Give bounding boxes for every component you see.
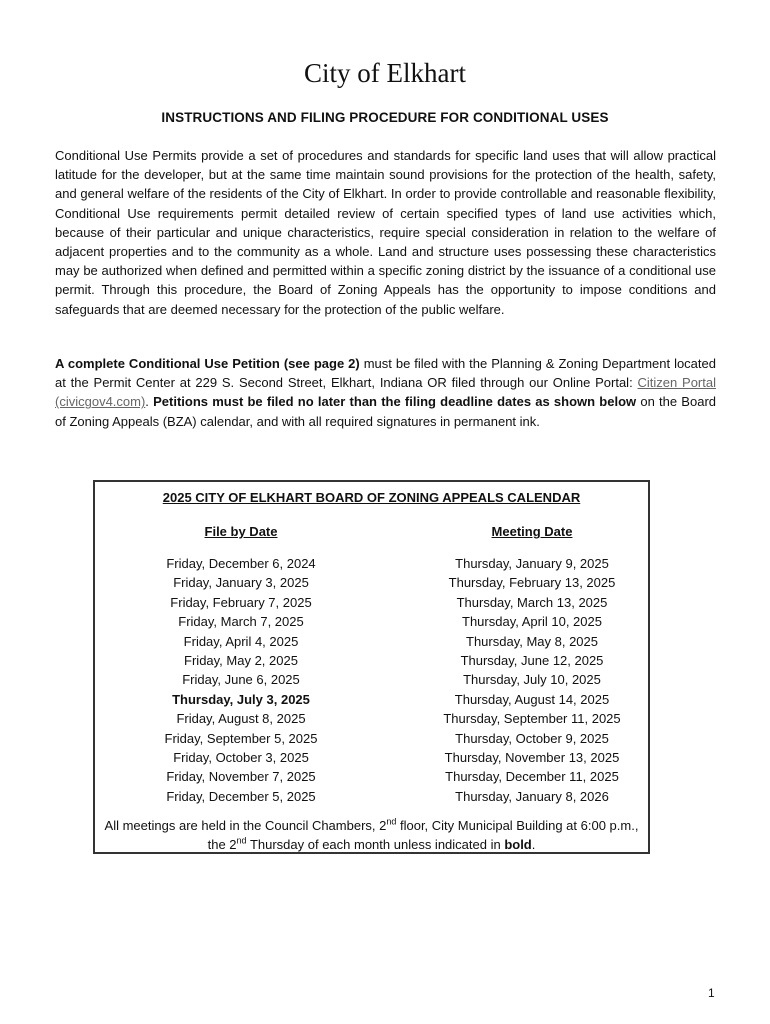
meeting-date: Thursday, February 13, 2025 — [448, 575, 616, 591]
meeting-date: Thursday, May 8, 2025 — [466, 633, 598, 649]
file-date: Friday, March 7, 2025 — [178, 614, 304, 630]
page-title: City of Elkhart — [304, 58, 466, 88]
page-number: 1 — [708, 986, 715, 1000]
note-part-5: . — [531, 837, 536, 852]
file-by-date-header: File by Date — [204, 524, 278, 539]
file-date: Friday, September 5, 2025 — [164, 730, 318, 746]
meeting-date-column — [422, 554, 642, 806]
deadline-notice: Petitions must be filed no later than the filing deadline dates as shown below — [153, 394, 637, 410]
meeting-date: Thursday, April 10, 2025 — [462, 614, 602, 630]
intro-paragraph: Conditional Use Permits provide a set of procedures and standards for specific land uses that will allow practical latitude for the developer, but at the same time maintain sound provisions for the protection of the health, safety, and general welfare of the residents of the City of Elkhart. In order to provide controllable and reasonable flexibility, Conditional Use requirements permit detailed review of certain specified types of land use activities which, because of their particular and unique characteristics, require special consideration in relation to the welfare of adjacent properties and to the community as a whole. Land and structure uses possessing these characteristics may be authorized when defined and permitted within a specific zoning district by the issuance of a conditional use permit. Through this procedure, the Board of Zoning Appeals has the opportunity to impose conditions and safeguards that are deemed necessary for the protection of the public welfare. — [55, 148, 716, 317]
meeting-date: Thursday, December 11, 2025 — [445, 769, 619, 785]
meeting-location-note — [95, 816, 648, 854]
petition-lead: A complete Conditional Use Petition (see page 2) — [55, 356, 360, 371]
meeting-date: Thursday, September 11, 2025 — [443, 711, 621, 727]
note-part-2: floor, City Municipal Building at 6:00 p.m., — [396, 818, 639, 833]
filing-text-3: on the Board of Zoning Appeals (BZA) calendar, and with all required signatures in permanent ink. — [55, 394, 716, 429]
note-part-4: Thursday of each month unless indicated in — [246, 837, 505, 852]
filing-text-2: . — [145, 394, 154, 410]
filing-text-1: must be filed with the Planning & Zoning Department located at the Permit Center at 229 S. Second Street, Elkhart, Indiana OR filed through our Online Portal: — [55, 356, 716, 391]
meeting-date: Thursday, August 14, 2025 — [454, 691, 610, 707]
meeting-date: Thursday, June 12, 2025 — [460, 653, 604, 669]
note-bold-word: bold — [504, 837, 532, 852]
meeting-date: Thursday, January 8, 2026 — [455, 788, 609, 804]
file-date: Friday, April 4, 2025 — [183, 633, 299, 649]
bza-calendar-box — [93, 480, 650, 854]
meeting-date: Thursday, March 13, 2025 — [456, 594, 608, 610]
file-date: Thursday, July 3, 2025 — [172, 691, 310, 707]
file-date-column — [131, 554, 351, 806]
file-date: Friday, August 8, 2025 — [176, 711, 306, 727]
meeting-date-header: Meeting Date — [491, 524, 573, 539]
calendar-title: 2025 CITY OF ELKHART BOARD OF ZONING APPEALS CALENDAR — [162, 490, 581, 505]
meeting-date: Thursday, July 10, 2025 — [463, 672, 601, 688]
note-part-3: the 2 — [207, 837, 237, 852]
section-heading: INSTRUCTIONS AND FILING PROCEDURE FOR CONDITIONAL USES — [161, 110, 609, 125]
file-date: Friday, January 3, 2025 — [173, 575, 309, 591]
meeting-date: Thursday, October 9, 2025 — [455, 730, 609, 746]
note-sup-2: nd — [236, 835, 247, 846]
file-date: Friday, October 3, 2025 — [173, 750, 309, 766]
meeting-date: Thursday, January 9, 2025 — [455, 556, 609, 571]
file-date: Friday, November 7, 2025 — [166, 769, 316, 785]
filing-paragraph — [55, 354, 716, 431]
file-date: Friday, December 5, 2025 — [166, 788, 316, 804]
file-date: Friday, December 6, 2024 — [166, 556, 316, 571]
file-date: Friday, February 7, 2025 — [170, 594, 312, 610]
citizen-portal-link[interactable]: Citizen Portal (civicgov4.com) — [55, 375, 716, 410]
file-date: Friday, June 6, 2025 — [182, 672, 300, 688]
note-part-1: All meetings are held in the Council Chambers, 2 — [104, 818, 387, 833]
meeting-date: Thursday, November 13, 2025 — [444, 750, 620, 766]
note-sup-1: nd — [386, 816, 397, 827]
file-date: Friday, May 2, 2025 — [184, 653, 298, 669]
